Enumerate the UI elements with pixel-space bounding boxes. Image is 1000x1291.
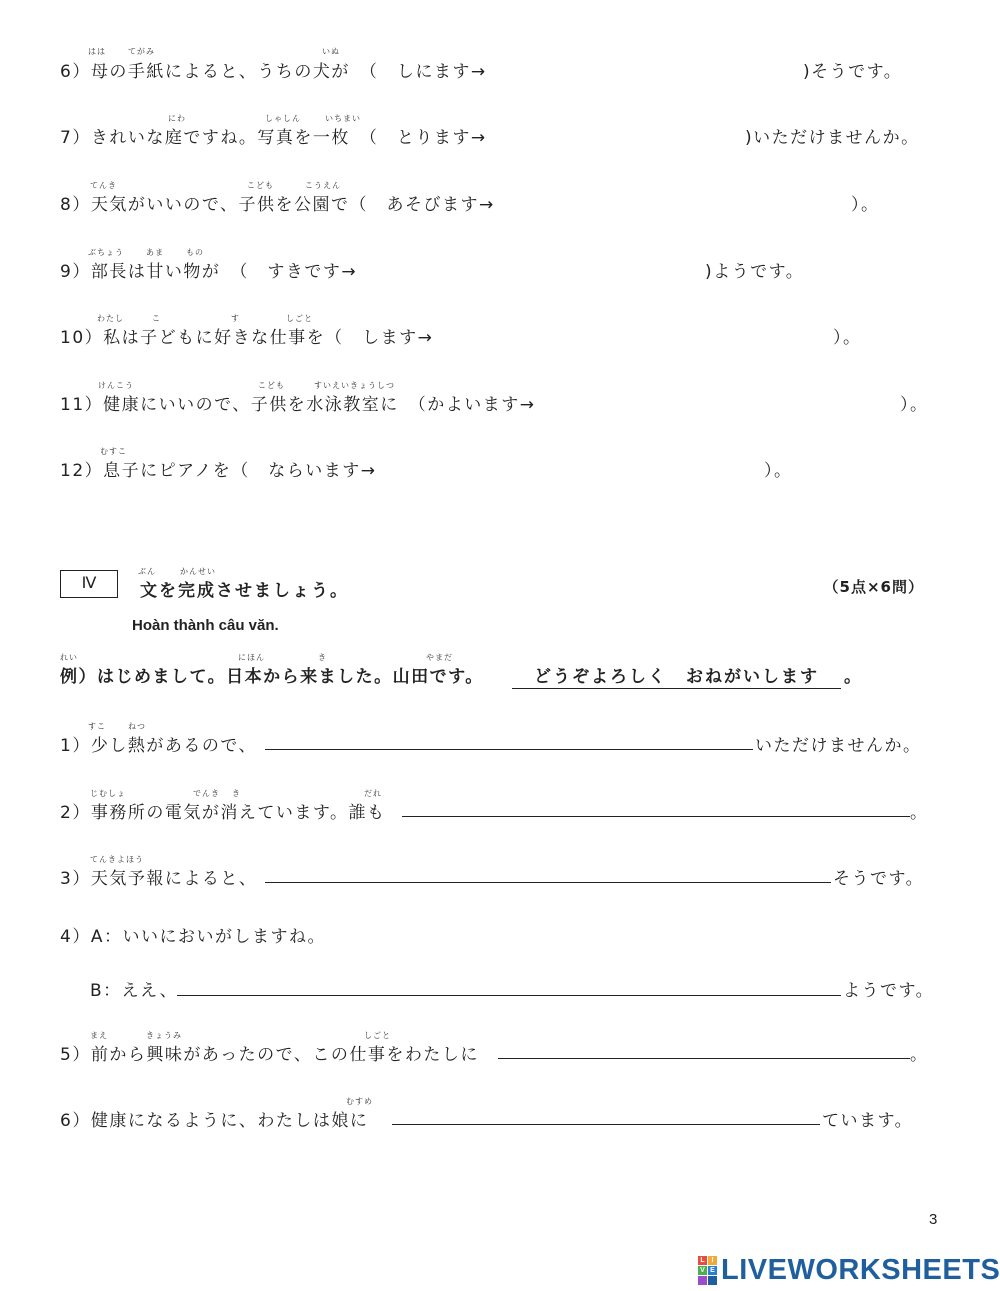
question-tail: )いただけませんか。 — [745, 128, 920, 148]
ruby: ぶちょう — [88, 248, 124, 257]
ruby: だれ — [364, 789, 382, 798]
question-tail: ）。 — [764, 461, 793, 481]
example-answer: どうぞよろしく おねがいします — [512, 662, 841, 689]
ruby: てんき — [90, 181, 117, 190]
brand-name: LIVEWORKSHEETS — [721, 1253, 1000, 1286]
answer-field[interactable] — [392, 1124, 820, 1125]
ruby: しゃしん — [265, 114, 301, 123]
ruby: てがみ — [128, 47, 155, 56]
liveworksheets-logo[interactable] — [698, 1253, 1000, 1287]
ruby: こども — [247, 181, 274, 190]
question-text: 4）A：いいにおいがしますね。 — [60, 927, 326, 947]
question-tail: ）。 — [900, 395, 929, 415]
question-text: B：ええ、 — [90, 981, 179, 1001]
ruby: しごと — [364, 1031, 391, 1040]
ruby: でんき — [193, 789, 220, 798]
answer-field[interactable] — [265, 749, 753, 750]
ruby: むすこ — [100, 447, 127, 456]
page-number: 3 — [929, 1211, 938, 1228]
ruby: ぶん — [138, 567, 156, 576]
ruby: すいえいきょうしつ — [314, 381, 395, 390]
question-text: 6）母の手紙によると、うちの犬が （ しにます→ — [60, 62, 487, 82]
example-end: 。 — [844, 667, 861, 687]
ruby: き — [318, 653, 327, 662]
question-text: 11）健康にいいので、子供を水泳教室に （かよいます→ — [60, 395, 536, 415]
question-text: 8）天気がいいので、子供を公園で（ あそびます→ — [60, 195, 495, 215]
ruby: かんせい — [180, 567, 216, 576]
question-tail: ています。 — [822, 1111, 914, 1131]
ruby: いちまい — [325, 114, 361, 123]
question-tail: )ようです。 — [705, 262, 805, 282]
ruby: けんこう — [98, 381, 134, 390]
ruby: ねつ — [128, 722, 146, 731]
question-text: 1）少し熱があるので、 — [60, 736, 257, 756]
answer-field[interactable] — [265, 882, 831, 883]
question-tail: 。 — [910, 1045, 929, 1065]
question-tail: 。 — [910, 803, 929, 823]
ruby: す — [231, 314, 240, 323]
answer-field[interactable] — [498, 1058, 910, 1059]
ruby: わたし — [97, 314, 124, 323]
question-text: 7）きれいな庭ですね。写真を一枚 （ とります→ — [60, 128, 487, 148]
points-label: （5点×6問） — [823, 578, 924, 596]
question-text: 10）私は子どもに好きな仕事を（ します→ — [60, 328, 434, 348]
question-text: 12）息子にピアノを（ ならいます→ — [60, 461, 377, 481]
answer-field[interactable] — [402, 816, 910, 817]
section-label: Ⅳ — [60, 570, 118, 598]
question-tail: いただけませんか。 — [755, 736, 922, 756]
ruby: きょうみ — [146, 1031, 182, 1040]
question-text: 2）事務所の電気が消えています。誰も — [60, 803, 386, 823]
ruby: にほん — [238, 653, 265, 662]
section-subtitle: Hoàn thành câu văn. — [132, 617, 279, 634]
question-text: 3）天気予報によると、 — [60, 869, 258, 889]
ruby: すこ — [88, 722, 106, 731]
question-text: 5）前から興味があったので、この仕事をわたしに — [60, 1045, 479, 1065]
ruby: いぬ — [322, 47, 340, 56]
ruby: やまだ — [426, 653, 453, 662]
ruby: むすめ — [346, 1097, 373, 1106]
logo-mark-icon: L I V E — [698, 1256, 717, 1285]
question-tail: ようです。 — [843, 981, 935, 1001]
ruby: あま — [146, 248, 164, 257]
ruby: にわ — [168, 114, 186, 123]
ruby: じむしょ — [90, 789, 126, 798]
ruby: き — [232, 789, 241, 798]
ruby: こども — [258, 381, 285, 390]
ruby: まえ — [90, 1031, 108, 1040]
answer-field[interactable] — [177, 995, 841, 996]
section-title: 文を完成させましょう。 — [140, 581, 349, 601]
question-tail: ）。 — [833, 328, 862, 348]
ruby: れい — [60, 653, 78, 662]
ruby: もの — [186, 248, 204, 257]
ruby: しごと — [286, 314, 313, 323]
question-text: 6）健康になるように、わたしは娘に — [60, 1111, 369, 1131]
ruby: こ — [152, 314, 161, 323]
question-tail: そうです。 — [833, 869, 925, 889]
ruby: こうえん — [305, 181, 341, 190]
question-text: 9）部長は甘い物が （ すきです→ — [60, 262, 358, 282]
ruby: てんきよほう — [90, 855, 144, 864]
question-tail: ）。 — [851, 195, 880, 215]
question-tail: )そうです。 — [803, 62, 903, 82]
example-text: 例）はじめまして。日本から来ました。山田です。 — [60, 667, 484, 687]
ruby: はは — [88, 47, 106, 56]
